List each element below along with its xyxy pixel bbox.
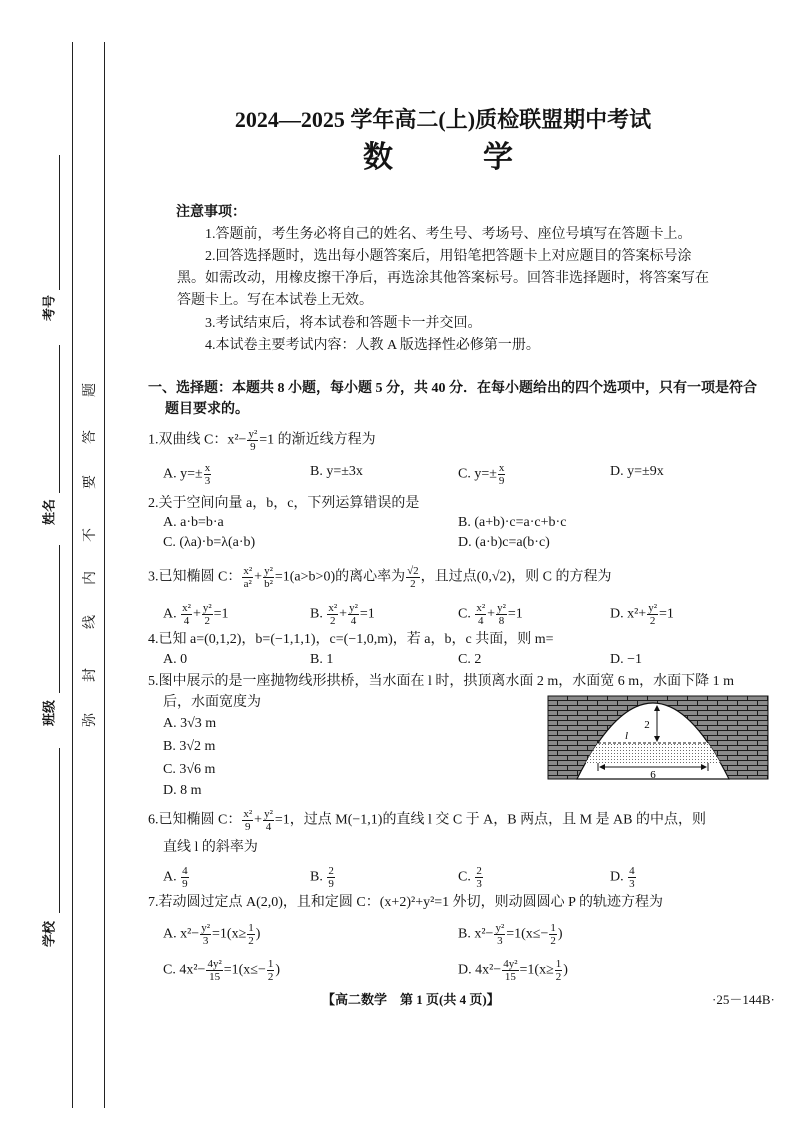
- option-c: C. 2: [458, 652, 482, 667]
- fraction: [267, 958, 275, 983]
- exam-no-blank-line: [59, 155, 60, 290]
- option-c: C. 3√6 m: [163, 762, 216, 777]
- option-c: [458, 602, 523, 627]
- class-blank-line: [59, 545, 60, 693]
- fraction: [475, 865, 483, 890]
- name-label: 姓名: [41, 498, 57, 526]
- stem-text: =1 的渐近线方程为: [259, 432, 376, 448]
- option-text: A. y=±: [163, 466, 203, 482]
- page-footer: 【高二数学 第 1 页(共 4 页)】: [322, 992, 500, 1007]
- fraction-denominator: 8: [498, 615, 505, 627]
- fraction-denominator: b²: [264, 578, 273, 590]
- question-1-stem: [148, 428, 376, 453]
- question-7-stem: 7.若动圆过定点 A(2,0)，且和定圆 C：(x+2)²+y²=1 外切，则动圆圆心 P 的轨迹方程为: [148, 895, 663, 910]
- fraction-numerator: x²: [243, 565, 253, 577]
- section-heading: 一、选择题：本题共 8 小题，每小题 5 分，共 40 分．在每小题给出的四个选项中，只有一项是符合: [148, 381, 757, 396]
- option-label: C.: [458, 606, 475, 622]
- question-5-stem: 5.图中展示的是一座抛物线形拱桥，当水面在 l 时，拱顶离水面 2 m，水面宽 6 m，水面下降 1 m: [148, 674, 735, 689]
- option-b: B. y=±3x: [310, 464, 363, 479]
- option-text: =1(x≤−: [506, 926, 549, 942]
- subject-title: 数 学: [363, 141, 523, 174]
- fraction: [494, 922, 505, 947]
- fraction-numerator: y²: [349, 602, 358, 614]
- option-text: =1: [359, 606, 375, 622]
- option-b: B. (a+b)·c=a·c+b·c: [458, 515, 567, 530]
- fraction: [242, 565, 253, 590]
- notice-item: 4.本试卷主要考试内容：人教 A 版选择性必修第一册。: [205, 338, 540, 353]
- fraction-numerator: x²: [476, 602, 486, 614]
- option-label: C.: [458, 869, 475, 885]
- fraction-numerator: y²: [264, 808, 273, 820]
- fraction-denominator: 9: [498, 475, 505, 487]
- option-a: [163, 865, 190, 890]
- fraction-denominator: 3: [476, 878, 482, 890]
- fraction-denominator: 9: [250, 441, 256, 453]
- fraction-denominator: 4: [265, 821, 272, 833]
- fraction: [628, 865, 636, 890]
- fraction: [206, 958, 222, 983]
- notice-item: 2.回答选择题时，选出每小题答案后，用铅笔把答题卡上对应题目的答案标号涂: [205, 249, 692, 264]
- stem-text: =1(a>b>0)的离心率为: [274, 569, 406, 585]
- fraction-numerator: y²: [495, 922, 505, 934]
- option-text: ): [275, 962, 281, 978]
- fraction-numerator: 4: [182, 865, 188, 877]
- fraction-denominator: 2: [267, 971, 274, 983]
- fraction-denominator: 2: [550, 935, 556, 947]
- stem-text: =1，过点 M(−1,1)的直线 l 交 C 于 A，B 两点，且 M 是 AB 的中点，则: [274, 812, 707, 828]
- option-text: =1(x≤−: [223, 962, 266, 978]
- plus-sign: +: [254, 569, 263, 585]
- option-a: [163, 462, 212, 487]
- arch-bridge-figure: [547, 695, 769, 783]
- fraction: [475, 602, 486, 627]
- question-2-stem: 2.关于空间向量 a，b，c，下列运算错误的是: [148, 496, 420, 511]
- fraction: [204, 462, 212, 487]
- question-6-options: [148, 865, 768, 890]
- option-label: D.: [610, 869, 628, 885]
- school-label: 学校: [41, 920, 57, 948]
- option-label: A.: [163, 606, 181, 622]
- fraction-denominator: 15: [504, 971, 516, 983]
- fraction-numerator: 2: [328, 865, 334, 877]
- fraction-numerator: 1: [267, 958, 274, 970]
- fraction: [263, 808, 274, 833]
- option-text: D. 4x²−: [458, 962, 502, 978]
- question-6-stem-continued: 直线 l 的斜率为: [163, 840, 258, 855]
- fraction: [647, 602, 658, 627]
- fraction: [327, 865, 335, 890]
- fraction: [502, 958, 518, 983]
- school-blank-line: [59, 748, 60, 913]
- fraction: [496, 602, 507, 627]
- option-a: [163, 602, 229, 627]
- fraction-denominator: 9: [245, 821, 251, 833]
- seal-char: 线: [83, 615, 98, 629]
- option-a: A. 3√3 m: [163, 716, 217, 731]
- binding-line-outer: [72, 42, 73, 1108]
- fraction-numerator: y²: [264, 565, 273, 577]
- option-text: =1: [507, 606, 523, 622]
- fraction-denominator: 3: [202, 935, 209, 947]
- option-text: A. x²−: [163, 926, 200, 942]
- fraction-denominator: 2: [649, 615, 656, 627]
- option-c: [458, 865, 484, 890]
- seal-char: 弥: [83, 713, 98, 727]
- binding-line-inner: [104, 42, 105, 1108]
- fraction: [202, 602, 213, 627]
- option-b: [458, 922, 563, 947]
- question-4-stem: 4.已知 a=(0,1,2)，b=(−1,1,1)，c=(−1,0,m)，若 a，b，c 共面，则 m=: [148, 632, 554, 647]
- question-2-options-row-2: [148, 533, 768, 553]
- height-label: 2: [644, 719, 650, 731]
- seal-char: 不: [83, 528, 98, 542]
- option-label: B.: [310, 606, 327, 622]
- option-c: [163, 958, 280, 983]
- option-text: C. y=±: [458, 466, 497, 482]
- class-label: 班级: [41, 699, 57, 727]
- option-text: ): [563, 962, 568, 978]
- option-text: ): [557, 926, 563, 942]
- fraction: [247, 922, 255, 947]
- fraction-numerator: 4: [629, 865, 635, 877]
- plus-sign: +: [192, 606, 201, 622]
- fraction-numerator: x: [498, 462, 505, 474]
- fraction-numerator: √2: [407, 565, 419, 577]
- fraction: [498, 462, 506, 487]
- stem-text: 3.已知椭圆 C：: [148, 569, 242, 585]
- option-c: [458, 462, 506, 487]
- option-text: =1(x≥: [212, 926, 247, 942]
- fraction: [555, 958, 563, 983]
- water-level-label: l: [625, 730, 629, 742]
- question-6-stem: [148, 808, 707, 833]
- fraction-numerator: 1: [248, 922, 254, 934]
- fraction: [200, 922, 211, 947]
- fraction-denominator: 2: [204, 615, 210, 627]
- option-a: [163, 922, 260, 947]
- option-text: B. x²−: [458, 926, 494, 942]
- fraction: [247, 428, 258, 453]
- fraction-denominator: 15: [209, 971, 221, 983]
- fraction-numerator: y²: [648, 602, 658, 614]
- stem-text: 1.双曲线 C：x²−: [148, 432, 247, 448]
- notice-item: 3.考试结束后，将本试卷和答题卡一并交回。: [205, 316, 482, 331]
- fraction-denominator: 2: [410, 578, 416, 590]
- notice-item-continued: 黑。如需改动，用橡皮擦干净后，再选涂其他答案标号。回答非选择题时，将答案写在: [177, 271, 709, 286]
- fraction-numerator: 2: [476, 865, 482, 877]
- question-7-options-row-2: [148, 958, 768, 983]
- seal-char: 答: [83, 430, 98, 444]
- question-3-stem: [148, 565, 612, 590]
- option-d: D. y=±9x: [610, 464, 664, 479]
- fraction: [263, 565, 274, 590]
- option-b: [310, 602, 375, 627]
- fraction-numerator: y²: [497, 602, 506, 614]
- fraction: [181, 602, 192, 627]
- seal-char: 封: [83, 668, 98, 682]
- option-text: =1(x≥: [519, 962, 554, 978]
- option-d: [458, 958, 568, 983]
- option-d: D. −1: [610, 652, 643, 667]
- fraction: [549, 922, 557, 947]
- notice-item: 1.答题前，考生务必将自己的姓名、考生号、考场号、座位号填写在答题卡上。: [205, 227, 692, 242]
- fraction-denominator: 2: [248, 935, 254, 947]
- option-text: =1: [213, 606, 229, 622]
- option-b: [310, 865, 336, 890]
- seal-char: 要: [83, 475, 98, 489]
- option-text: C. 4x²−: [163, 962, 206, 978]
- fraction-denominator: 9: [182, 878, 188, 890]
- plus-sign: +: [254, 812, 263, 828]
- option-text: ): [255, 926, 261, 942]
- fraction: [181, 865, 189, 890]
- plus-sign: +: [339, 606, 348, 622]
- stem-text: 6.已知椭圆 C：: [148, 812, 242, 828]
- notice-title: 注意事项：: [176, 205, 246, 220]
- plus-sign: +: [487, 606, 496, 622]
- stem-text: ，且过点(0,√2)，则 C 的方程为: [420, 569, 612, 585]
- option-d: [610, 865, 637, 890]
- fraction-denominator: 3: [629, 878, 635, 890]
- seal-char: 内: [83, 571, 98, 585]
- name-blank-line: [59, 345, 60, 493]
- paper-code: ·25－144B·: [712, 992, 775, 1007]
- fraction-denominator: a²: [243, 578, 252, 590]
- option-text: =1: [659, 606, 674, 622]
- fraction-numerator: y²: [248, 428, 258, 440]
- fraction-numerator: x: [204, 462, 211, 474]
- option-d: [610, 602, 674, 627]
- section-heading-continued: 题目要求的。: [165, 402, 249, 417]
- option-c: C. (λa)·b=λ(a·b): [163, 535, 256, 550]
- option-a: A. 0: [163, 652, 188, 667]
- question-4-options: [148, 650, 768, 670]
- fraction-denominator: 4: [350, 615, 357, 627]
- fraction-numerator: y²: [201, 922, 211, 934]
- option-label: A.: [163, 869, 181, 885]
- width-label: 6: [650, 769, 656, 781]
- fraction-denominator: 3: [204, 475, 211, 487]
- fraction-numerator: 4y²: [503, 958, 518, 970]
- question-1-options: [148, 462, 768, 487]
- fraction-numerator: x²: [243, 808, 253, 820]
- fraction: [406, 565, 420, 590]
- fraction-numerator: x²: [328, 602, 338, 614]
- question-5-stem-continued: 后，水面宽度为: [163, 695, 261, 710]
- exam-no-label: 考号: [41, 294, 57, 322]
- fraction-denominator: 2: [555, 971, 562, 983]
- fraction-numerator: x²: [182, 602, 191, 614]
- seal-char: 题: [83, 383, 98, 397]
- fraction: [327, 602, 338, 627]
- exam-title: 2024—2025 学年高二(上)质检联盟期中考试: [234, 107, 652, 132]
- fraction-numerator: 4y²: [207, 958, 222, 970]
- option-a: A. a·b=b·a: [163, 515, 224, 530]
- notice-item-continued: 答题卡上。写在本试卷上无效。: [177, 293, 373, 308]
- fraction-numerator: y²: [202, 602, 212, 614]
- option-d: D. 8 m: [163, 783, 202, 798]
- fraction-numerator: 1: [550, 922, 556, 934]
- question-2-options-row-1: [148, 513, 768, 533]
- main-content: [148, 0, 768, 1123]
- option-b: B. 3√2 m: [163, 739, 216, 754]
- fraction-denominator: 9: [328, 878, 334, 890]
- question-3-options: [148, 602, 768, 627]
- fraction: [348, 602, 359, 627]
- fraction: [242, 808, 253, 833]
- question-7-options-row-1: [148, 922, 768, 947]
- fraction-numerator: 1: [555, 958, 562, 970]
- option-label: B.: [310, 869, 327, 885]
- option-label: D. x²+: [610, 606, 647, 622]
- option-d: D. (a·b)c=a(b·c): [458, 535, 550, 550]
- fraction-denominator: 2: [330, 615, 336, 627]
- fraction-denominator: 4: [478, 615, 484, 627]
- fraction-denominator: 3: [497, 935, 503, 947]
- option-b: B. 1: [310, 652, 334, 667]
- fraction-denominator: 4: [183, 615, 190, 627]
